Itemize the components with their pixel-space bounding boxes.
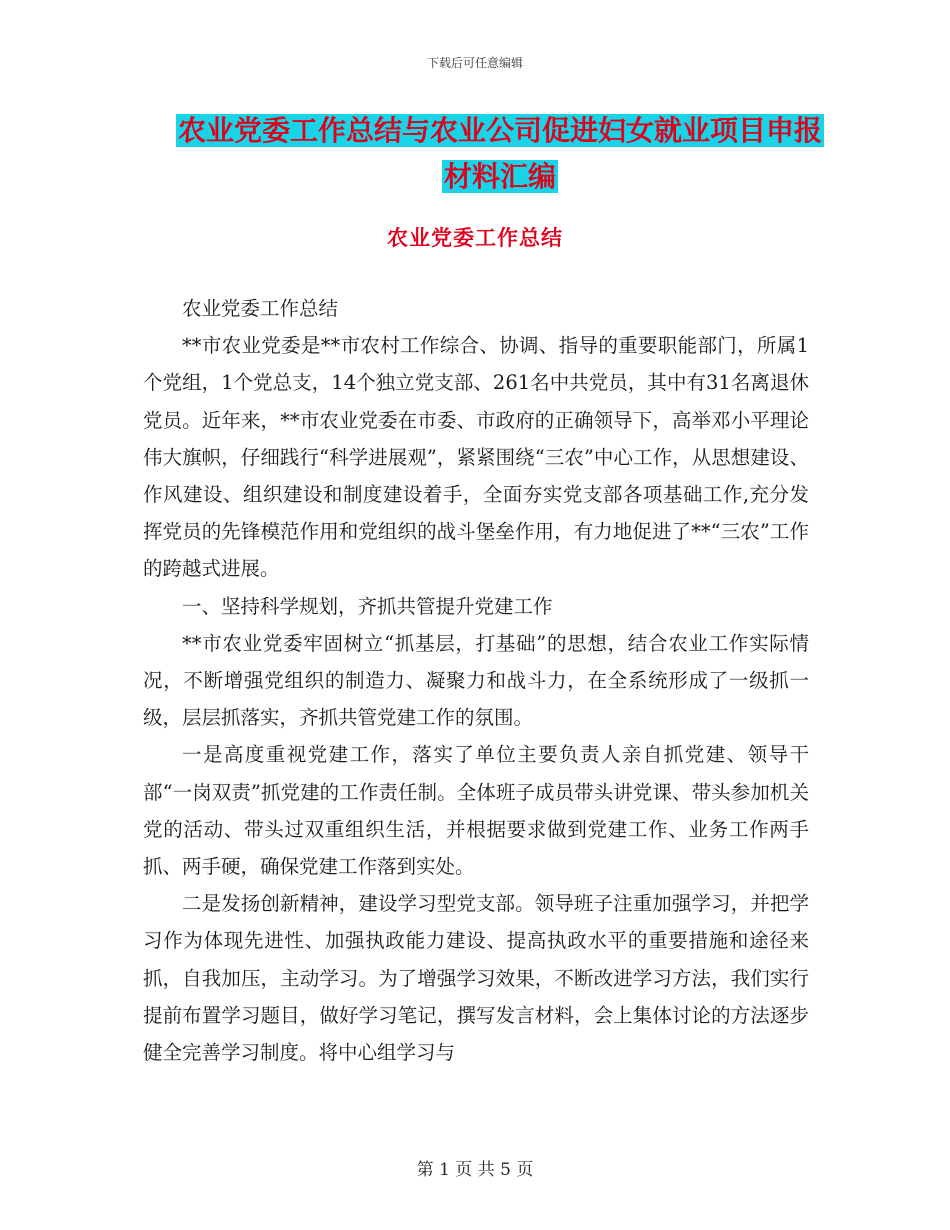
body-text	[143, 290, 809, 1071]
paragraph: 一、坚持科学规划，齐抓共管提升党建工作	[182, 594, 553, 618]
paragraph: 二是发扬创新精神，建设学习型党支部。领导班子注重加强学习，并把学习作为体现先进性、加强执政能力建设、提高执政水平的重要措施和途径来抓，自我加压，主动学习。为了增强学习效果，不断改进学习方法，我们实行提前布置学习题目，做好学习笔记，撰写发言材料，会上集体讨论的方法逐步健全完善学习制度。将中心组学习与	[143, 892, 809, 1065]
document-title	[140, 108, 860, 200]
paragraph: 一是高度重视党建工作，落实了单位主要负责人亲自抓党建、领导干部“一岗双责”抓党建的工作责任制。全体班子成员带头讲党课、带头参加机关党的活动、带头过双重组织生活，并根据要求做到党建工作、业务工作两手抓、两手硬，确保党建工作落到实处。	[143, 743, 809, 879]
document-title-line-2: 材料汇编	[443, 160, 556, 193]
header-note: 下载后可任意编辑	[426, 56, 523, 70]
page-footer: 第 1 页 共 5 页	[416, 1160, 534, 1180]
paragraph: **市农业党委是**市农村工作综合、协调、指导的重要职能部门，所属1个党组，1个党总支，14个独立党支部、261名中共党员，其中有31名离退休党员。近年来，**市农业党委在市委、市政府的正确领导下，高举邓小平理论伟大旗帜，仔细践行“科学进展观”，紧紧围绕“三农”中心工作，从思想建设、作风建设、组织建设和制度建设着手，全面夯实党支部各项基础工作,充分发挥党员的先锋模范作用和党组织的战斗堡垒作用，有力地促进了**“三农”工作的跨越式进展。	[143, 334, 809, 581]
section-title: 农业党委工作总结	[387, 225, 563, 250]
document-title-line-1: 农业党委工作总结与农业公司促进妇女就业项目申报	[177, 114, 822, 147]
paragraph: **市农业党委牢固树立“抓基层，打基础”的思想，结合农业工作实际情况，不断增强党组织的制造力、凝聚力和战斗力，在全系统形成了一级抓一级，层层抓落实，齐抓共管党建工作的氛围。	[143, 631, 809, 730]
paragraph: 农业党委工作总结	[182, 297, 339, 320]
